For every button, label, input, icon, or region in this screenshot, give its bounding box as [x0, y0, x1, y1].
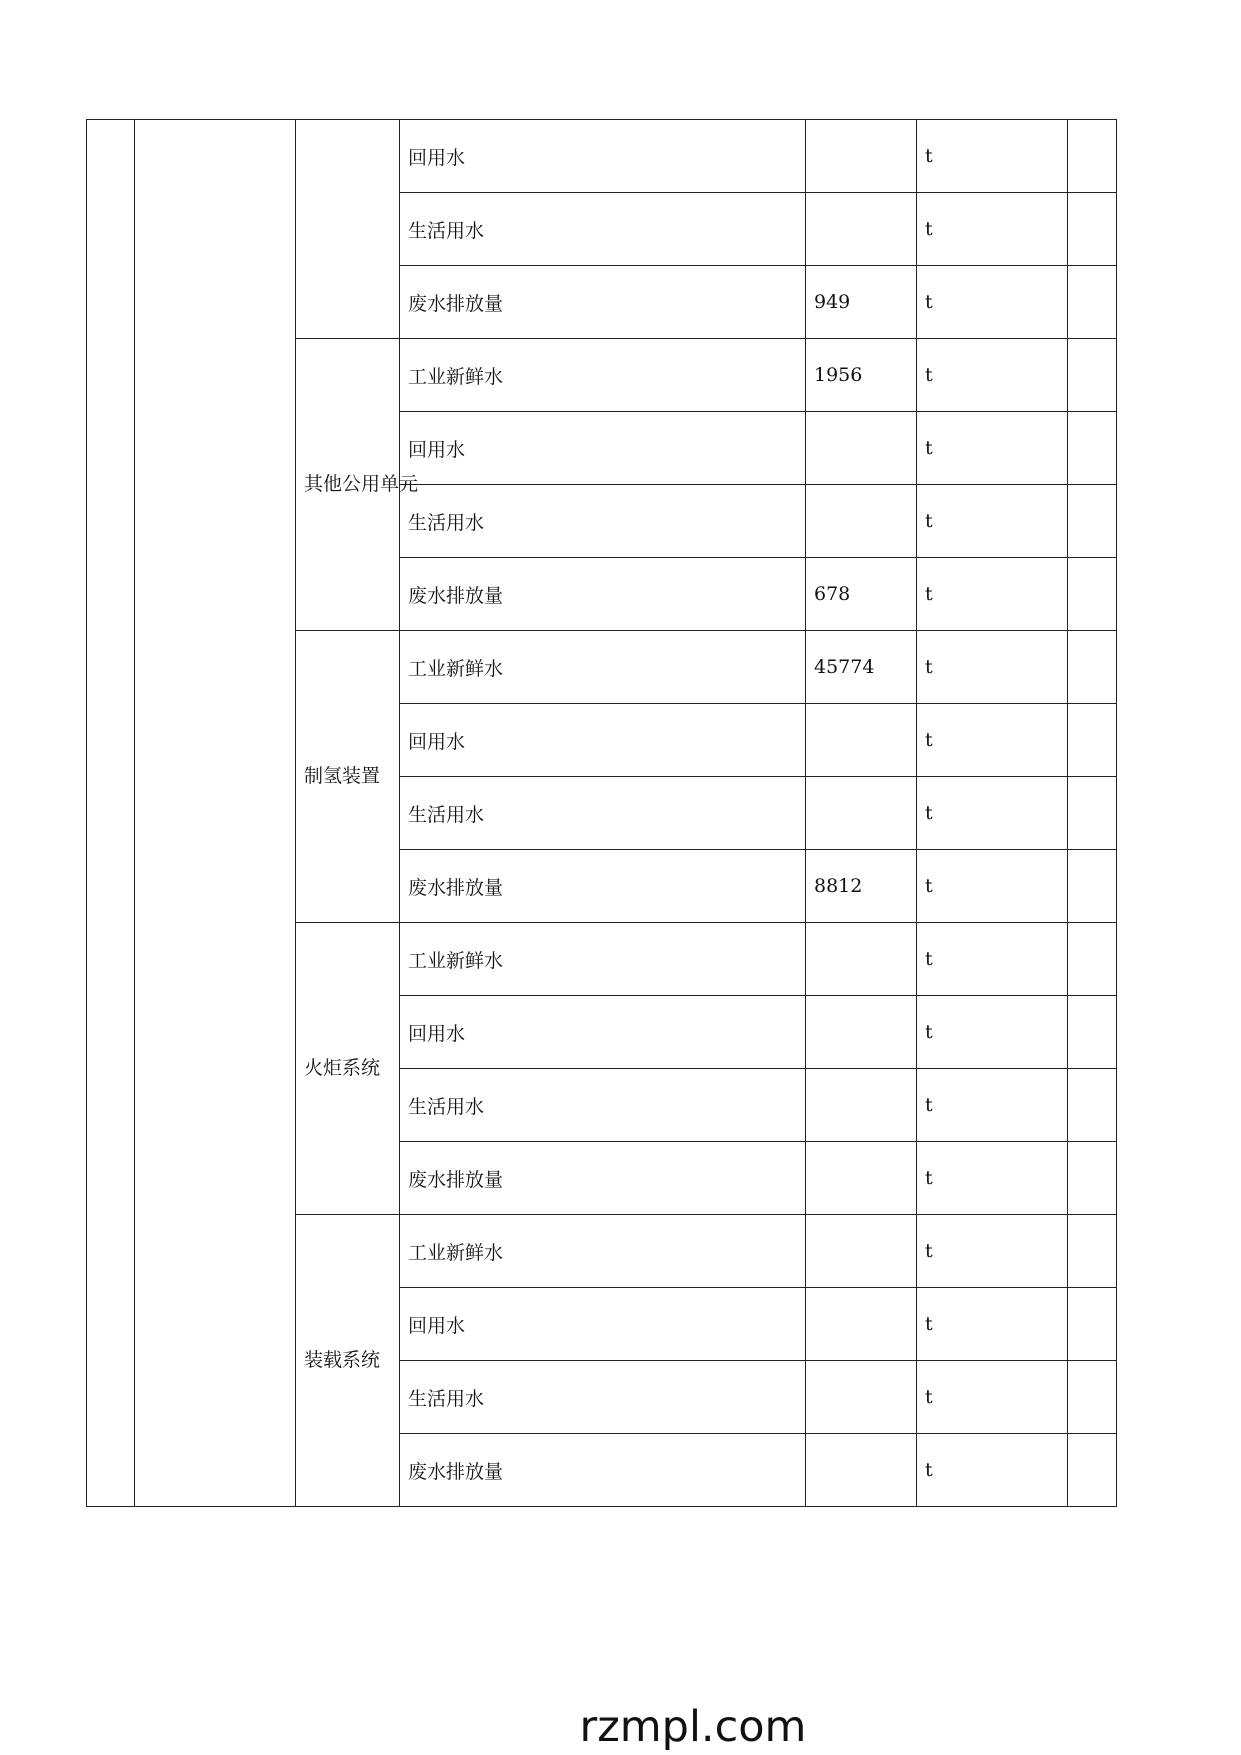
value-cell: 678: [806, 558, 917, 631]
value-cell: [806, 1434, 917, 1507]
item-name: 工业新鲜水: [400, 631, 806, 704]
remark-cell: [1068, 120, 1117, 193]
remark-cell: [1068, 266, 1117, 339]
value-cell: [806, 996, 917, 1069]
table-body: [87, 120, 1117, 1507]
remark-cell: [1068, 1069, 1117, 1142]
remark-cell: [1068, 339, 1117, 412]
value-cell: [806, 1361, 917, 1434]
item-name: 生活用水: [400, 485, 806, 558]
remark-cell: [1068, 1288, 1117, 1361]
item-name: 工业新鲜水: [400, 339, 806, 412]
value-cell: [806, 120, 917, 193]
watermark-text: rzmpl.com: [579, 1702, 807, 1752]
value-cell: 45774: [806, 631, 917, 704]
category-column-cell: [135, 120, 296, 1507]
unit-cell: t: [917, 193, 1068, 266]
process-unit-name: [296, 120, 400, 339]
value-cell: [806, 1215, 917, 1288]
value-cell: 1956: [806, 339, 917, 412]
value-cell: [806, 704, 917, 777]
unit-cell: t: [917, 1288, 1068, 1361]
unit-cell: t: [917, 1434, 1068, 1507]
item-name: 废水排放量: [400, 1142, 806, 1215]
process-unit-name: 其他公用单元: [296, 339, 400, 631]
unit-cell: t: [917, 266, 1068, 339]
remark-cell: [1068, 193, 1117, 266]
remark-cell: [1068, 1361, 1117, 1434]
value-cell: [806, 923, 917, 996]
value-cell: [806, 1069, 917, 1142]
item-name: 回用水: [400, 704, 806, 777]
unit-cell: t: [917, 923, 1068, 996]
watermark: [0, 1702, 1241, 1752]
remark-cell: [1068, 704, 1117, 777]
process-unit-name: 火炬系统: [296, 923, 400, 1215]
process-unit-name: 装载系统: [296, 1215, 400, 1507]
unit-cell: t: [917, 996, 1068, 1069]
remark-cell: [1068, 1434, 1117, 1507]
remark-cell: [1068, 558, 1117, 631]
value-cell: [806, 1288, 917, 1361]
item-name: 废水排放量: [400, 558, 806, 631]
water-usage-table: [86, 119, 1117, 1507]
item-name: 生活用水: [400, 1069, 806, 1142]
item-name: 生活用水: [400, 193, 806, 266]
value-cell: [806, 1142, 917, 1215]
value-cell: 949: [806, 266, 917, 339]
unit-cell: t: [917, 1215, 1068, 1288]
item-name: 回用水: [400, 996, 806, 1069]
remark-cell: [1068, 996, 1117, 1069]
item-name: 生活用水: [400, 777, 806, 850]
item-name: 工业新鲜水: [400, 923, 806, 996]
item-name: 废水排放量: [400, 266, 806, 339]
remark-cell: [1068, 777, 1117, 850]
value-cell: [806, 777, 917, 850]
unit-cell: t: [917, 558, 1068, 631]
remark-cell: [1068, 1142, 1117, 1215]
item-name: 生活用水: [400, 1361, 806, 1434]
unit-cell: t: [917, 339, 1068, 412]
remark-cell: [1068, 412, 1117, 485]
item-name: 回用水: [400, 120, 806, 193]
unit-cell: t: [917, 704, 1068, 777]
process-unit-name: 制氢装置: [296, 631, 400, 923]
unit-cell: t: [917, 1361, 1068, 1434]
remark-cell: [1068, 631, 1117, 704]
item-name: 废水排放量: [400, 1434, 806, 1507]
value-cell: 8812: [806, 850, 917, 923]
value-cell: [806, 193, 917, 266]
remark-cell: [1068, 1215, 1117, 1288]
index-column-cell: [87, 120, 135, 1507]
remark-cell: [1068, 850, 1117, 923]
value-cell: [806, 412, 917, 485]
unit-cell: t: [917, 485, 1068, 558]
unit-cell: t: [917, 850, 1068, 923]
unit-cell: t: [917, 412, 1068, 485]
item-name: 回用水: [400, 1288, 806, 1361]
unit-cell: t: [917, 777, 1068, 850]
remark-cell: [1068, 923, 1117, 996]
unit-cell: t: [917, 1142, 1068, 1215]
item-name: 工业新鲜水: [400, 1215, 806, 1288]
value-cell: [806, 485, 917, 558]
unit-cell: t: [917, 631, 1068, 704]
table-row: [87, 120, 1117, 193]
item-name: 废水排放量: [400, 850, 806, 923]
remark-cell: [1068, 485, 1117, 558]
unit-cell: t: [917, 1069, 1068, 1142]
item-name: 回用水: [400, 412, 806, 485]
unit-cell: t: [917, 120, 1068, 193]
